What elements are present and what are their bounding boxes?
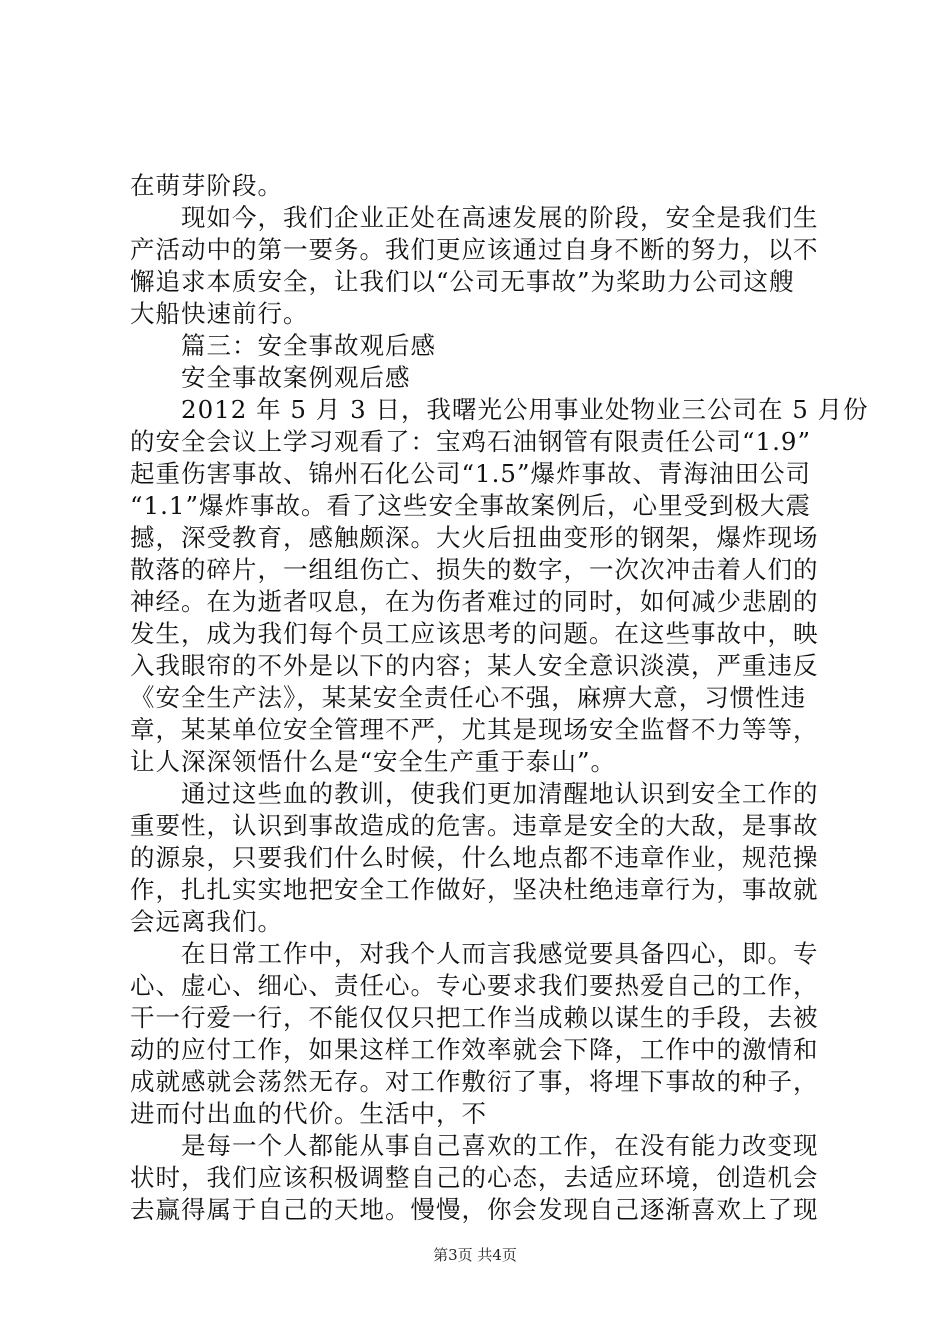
text-line: 起重伤害事故、锦州石化公司“1.5”爆炸事故、青海油田公司 xyxy=(130,459,812,488)
text-line: 让人深深领悟什么是“安全生产重于泰山”。 xyxy=(130,747,617,776)
text-line: 动的应付工作，如果这样工作效率就会下降，工作中的激情和 xyxy=(130,1035,819,1064)
text-line: 散落的碎片，一组组伤亡、损失的数字，一次次冲击着人们的 xyxy=(130,555,819,584)
text-line: 发生，成为我们每个员工应该思考的问题。在这些事故中，映 xyxy=(130,619,819,648)
text-line: 重要性，认识到事故造成的危害。违章是安全的大敌，是事故 xyxy=(130,811,819,840)
document-body xyxy=(130,170,869,1226)
text-line: “1.1”爆炸事故。看了这些安全事故案例后，心里受到极大震 xyxy=(130,491,812,520)
text-line: 的安全会议上学习观看了：宝鸡石油钢管有限责任公司“1.9” xyxy=(130,427,812,456)
text-line: 安全事故案例观后感 xyxy=(130,363,411,392)
text-line: 心、虚心、细心、责任心。专心要求我们要热爱自己的工作， xyxy=(130,971,819,1000)
text-line: 在日常工作中，对我个人而言我感觉要具备四心，即。专 xyxy=(130,939,819,968)
text-line: 懈追求本质安全，让我们以“公司无事故”为桨助力公司这艘 xyxy=(130,267,795,296)
text-line: 大船快速前行。 xyxy=(130,299,309,328)
text-line: 入我眼帘的不外是以下的内容；某人安全意识淡漠，严重违反 xyxy=(130,651,819,680)
text-line: 成就感就会荡然无存。对工作敷衍了事，将埋下事故的种子， xyxy=(130,1067,819,1096)
text-line: 通过这些血的教训，使我们更加清醒地认识到安全工作的 xyxy=(130,779,819,808)
text-line: 去赢得属于自己的天地。慢慢，你会发现自己逐渐喜欢上了现 xyxy=(130,1195,819,1224)
text-line: 神经。在为逝者叹息，在为伤者难过的同时，如何减少悲剧的 xyxy=(130,587,819,616)
text-line: 《安全生产法》，某某安全责任心不强，麻痹大意，习惯性违 xyxy=(130,683,807,712)
text-line: 状时，我们应该积极调整自己的心态，去适应环境，创造机会 xyxy=(130,1163,819,1192)
page-footer: 第3页 共4页 xyxy=(433,1246,517,1264)
text-line: 现如今，我们企业正处在高速发展的阶段，安全是我们生 xyxy=(130,203,819,232)
text-line: 会远离我们。 xyxy=(130,907,283,936)
text-line: 撼，深受教育，感触颇深。大火后扭曲变形的钢架，爆炸现场 xyxy=(130,523,819,552)
text-line: 是每一个人都能从事自己喜欢的工作，在没有能力改变现 xyxy=(130,1131,819,1160)
text-line: 进而付出血的代价。生活中，不 xyxy=(130,1099,487,1128)
text-line: 产活动中的第一要务。我们更应该通过自身不断的努力，以不 xyxy=(130,235,819,264)
text-line: 的源泉，只要我们什么时候，什么地点都不违章作业，规范操 xyxy=(130,843,819,872)
text-line: 章，某某单位安全管理不严，尤其是现场安全监督不力等等， xyxy=(130,715,819,744)
text-line: 篇三：安全事故观后感 xyxy=(130,331,436,360)
text-line: 2012 年 5 月 3 日，我曙光公用事业处物业三公司在 5 月份 xyxy=(130,395,869,424)
text-line: 干一行爱一行，不能仅仅只把工作当成赖以谋生的手段，去被 xyxy=(130,1003,819,1032)
text-line: 在萌芽阶段。 xyxy=(130,171,283,200)
text-line: 作，扎扎实实地把安全工作做好，坚决杜绝违章行为，事故就 xyxy=(130,875,819,904)
